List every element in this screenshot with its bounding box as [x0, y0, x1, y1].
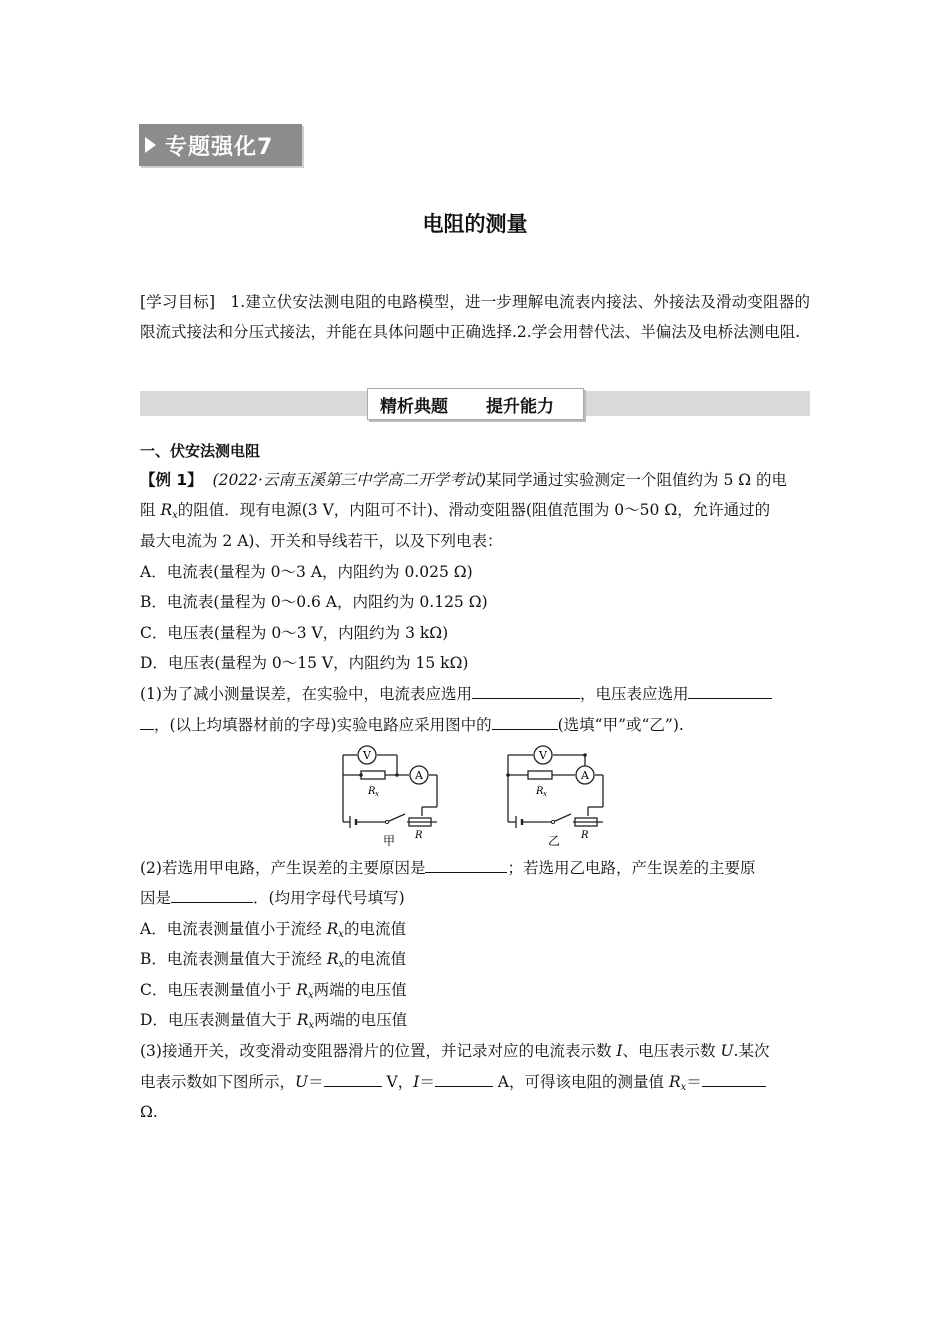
circuit-caption-jia: 甲 — [383, 834, 396, 848]
rx-label-jia: R — [368, 786, 376, 797]
rx-symbol: R — [326, 920, 339, 938]
question-2-line-2 — [140, 883, 405, 913]
play-arrow-icon — [145, 137, 156, 153]
option-a: A．电流表(量程为 0～3 A，内阻约为 0.025 Ω) — [140, 563, 473, 581]
rx-sub-jia: x — [375, 790, 379, 798]
question-3-line-3: Ω. — [140, 1103, 158, 1121]
rx-subscript: x — [172, 510, 178, 521]
rx-subscript: x — [338, 959, 345, 970]
q3-text-f: V， — [381, 1073, 414, 1091]
circuit-diagrams — [335, 742, 625, 850]
q2-option-b-post: 的电流值 — [344, 950, 407, 968]
rx-subscript: x — [338, 929, 344, 940]
q2-text-d: ．(均用字母代号填写) — [253, 889, 405, 907]
example-line-1 — [140, 465, 787, 495]
question-2-line-1 — [140, 853, 755, 883]
q1-text-a: (1)为了减小测量误差，在实验中，电流表应选用 — [140, 685, 472, 703]
option-c: C．电压表(量程为 0～3 V，内阻约为 3 kΩ) — [140, 624, 449, 642]
resistance-blank[interactable] — [702, 1068, 766, 1087]
example-label: 【例 1】 — [140, 471, 203, 489]
voltage-symbol: U — [720, 1042, 734, 1060]
q1-voltmeter-blank[interactable] — [688, 680, 772, 699]
q3-text-g: ＝ — [419, 1073, 435, 1091]
voltage-symbol: U — [295, 1073, 309, 1091]
rx-subscript: x — [680, 1082, 687, 1093]
q3-text-e: ＝ — [308, 1073, 324, 1091]
example-source: (2022·云南玉溪第三中学高二开学考试) — [212, 471, 487, 489]
q1-text-b: ，电压表应选用 — [579, 685, 689, 703]
junction-dot — [583, 753, 587, 757]
resistor-rx-yi — [528, 771, 552, 779]
ammeter-label: A — [581, 769, 589, 782]
q2-option-d-post: 两端的电压值 — [314, 1011, 408, 1029]
q2-jia-blank[interactable] — [425, 854, 507, 873]
q3-text-j: ＝ — [686, 1073, 702, 1091]
question-3-line-2 — [140, 1067, 766, 1103]
q3-text-b: 、电压表示数 — [622, 1042, 721, 1060]
example-line2-pre: 阻 — [140, 501, 161, 519]
voltmeter-label: V — [363, 749, 371, 762]
voltmeter-label: V — [539, 749, 547, 762]
q1-ammeter-blank[interactable] — [472, 680, 580, 699]
rheostat-label-yi: R — [581, 830, 589, 841]
learning-goals — [140, 287, 810, 347]
circuit-yi — [508, 755, 603, 826]
rx-subscript: x — [307, 990, 314, 1001]
option-b: B．电流表(量程为 0～0.6 A，内阻约为 0.125 Ω) — [140, 593, 488, 611]
rx-symbol: R — [160, 501, 173, 519]
q2-text-b: ；若选用乙电路，产生误差的主要原 — [507, 859, 756, 877]
option-d: D．电压表(量程为 0～15 V，内阻约为 15 kΩ) — [140, 654, 469, 672]
section-heading: 一、伏安法测电阻 — [140, 442, 261, 460]
question-1-line-2 — [140, 710, 684, 740]
q3-text-a: (3)接通开关，改变滑动变阻器滑片的位置，并记录对应的电流表示数 — [140, 1042, 617, 1060]
question-1-line-1 — [140, 679, 772, 709]
switch-icon — [385, 820, 388, 823]
q1-circuit-blank[interactable] — [492, 711, 558, 730]
band-left-label: 精析典题 — [380, 397, 448, 417]
q1-voltmeter-blank-cont[interactable] — [140, 711, 154, 730]
band-right-label: 提升能力 — [486, 397, 554, 417]
resistor-rx-jia — [361, 771, 385, 779]
circuit-caption-yi: 乙 — [548, 834, 561, 848]
q3-text-h: A，可得该电阻的测量值 — [492, 1073, 669, 1091]
q2-option-c-pre: C．电压表测量值小于 — [140, 981, 297, 999]
q2-option-b-pre: B．电流表测量值大于流经 — [140, 950, 327, 968]
q2-text-a: (2)若选用甲电路，产生误差的主要原因是 — [140, 859, 426, 877]
circuit-jia — [343, 755, 437, 826]
rx-symbol: R — [296, 1011, 309, 1029]
rx-symbol: R — [296, 981, 308, 999]
q2-option-d-pre: D．电压表测量值大于 — [140, 1011, 297, 1029]
topic-badge — [139, 124, 302, 166]
q2-option-a-post: 的电流值 — [343, 920, 406, 938]
topic-badge-label: 专题强化7 — [165, 135, 274, 160]
rx-subscript: x — [308, 1020, 315, 1031]
example-line-3: 最大电流为 2 A)、开关和导线若干，以及下列电表： — [140, 532, 503, 550]
q3-text-d: 电表示数如下图所示， — [140, 1073, 296, 1091]
junction-dot — [395, 773, 399, 777]
q3-text-c: .某次 — [733, 1042, 770, 1060]
section-band-box — [367, 388, 584, 420]
q1-text-c: ，(以上均填器材前的字母)实验电路应采用图中的 — [154, 716, 492, 734]
learning-goals-text: 1.建立伏安法测电阻的电路模型，进一步理解电流表内接法、外接法及滑动变阻器的限流式接法和分压式接法，并能在具体问题中正确选择.2.学会用替代法、半偏法及电桥法测电阻. — [140, 293, 810, 341]
current-symbol: I — [413, 1073, 420, 1091]
page-title: 电阻的测量 — [422, 212, 528, 236]
junction-dot — [359, 773, 363, 777]
example-line1-text: 某同学通过实验测定一个阻值约为 5 Ω 的电 — [486, 471, 788, 489]
voltage-blank[interactable] — [324, 1068, 382, 1087]
q2-option-a-pre: A．电流表测量值小于流经 — [140, 920, 327, 938]
q2-text-c: 因是 — [140, 889, 172, 907]
ammeter-label: A — [415, 769, 423, 782]
q2-option-c-post: 两端的电压值 — [313, 981, 407, 999]
rx-symbol: R — [326, 950, 339, 968]
question-3-line-1 — [140, 1036, 769, 1066]
example-line2-text: 的阻值．现有电源(3 V，内阻可不计)、滑动变阻器(阻值范围为 0～50 Ω，允许通过的 — [177, 501, 771, 519]
rx-sub-yi: x — [543, 790, 547, 798]
junction-dot — [506, 773, 510, 777]
q1-text-d: (选填“甲”或“乙”). — [557, 716, 684, 734]
switch-icon — [551, 820, 554, 823]
learning-goals-label: [学习目标] — [140, 293, 216, 311]
rx-symbol: R — [668, 1073, 681, 1091]
q2-yi-blank[interactable] — [171, 884, 253, 903]
current-blank[interactable] — [435, 1068, 493, 1087]
rheostat-label-jia: R — [415, 830, 423, 841]
current-symbol: I — [616, 1042, 623, 1060]
rx-label-yi: R — [536, 786, 544, 797]
